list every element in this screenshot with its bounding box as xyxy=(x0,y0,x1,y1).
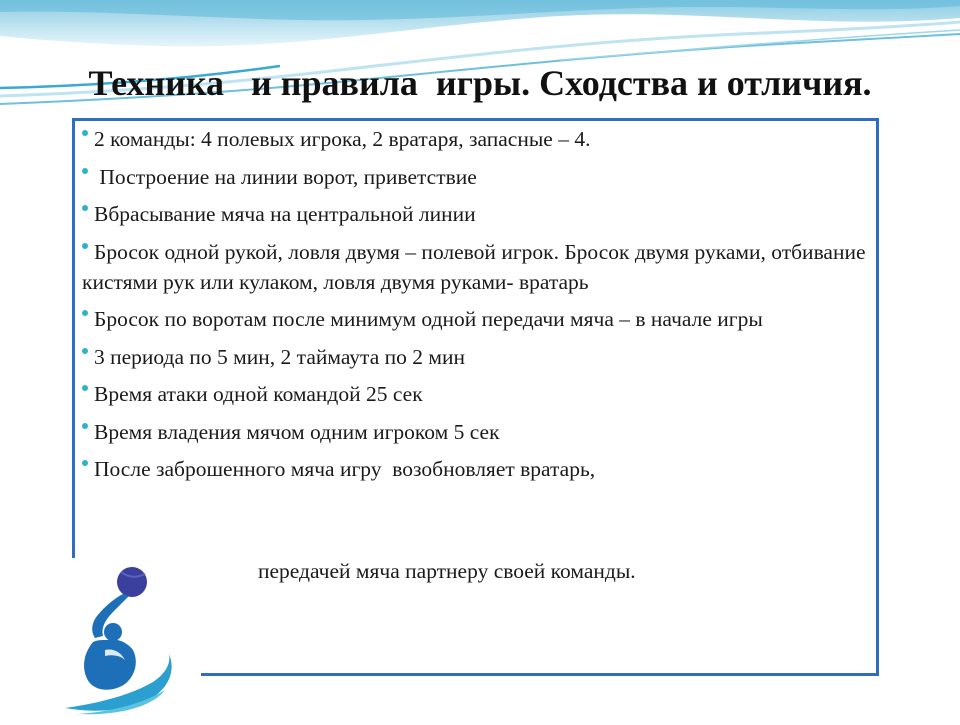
bullet-text: После заброшенного мяча игру возобновляет вратарь, xyxy=(94,457,596,481)
slide-title: Техника и правила игры. Сходства и отличия. xyxy=(88,63,872,103)
bullet-dot-icon xyxy=(82,348,88,354)
bullet-text: 3 периода по 5 мин, 2 таймаута по 2 мин xyxy=(94,344,465,369)
list-item xyxy=(82,417,872,447)
list-item xyxy=(82,199,872,229)
bullet-text: Вбрасывание мяча на центральной линии xyxy=(94,202,476,226)
bullet-text: Время атаки одной командой 25 сек xyxy=(94,382,423,406)
bullet-dot-icon xyxy=(82,310,88,316)
list-item xyxy=(82,304,872,334)
bullet-list xyxy=(82,124,872,492)
bullet-text: Время владения мячом одним игроком 5 сек xyxy=(94,419,500,444)
bullet-text: 2 команды: 4 полевых игрока, 2 вратаря, запасные – 4. xyxy=(94,127,591,151)
bullet-dot-icon xyxy=(82,243,88,249)
bullet-dot-icon xyxy=(82,385,88,391)
bullet-dot-icon xyxy=(82,205,88,211)
logo-backdrop xyxy=(25,558,201,720)
list-item xyxy=(82,454,872,484)
bullet-dot-icon xyxy=(82,130,88,136)
list-item xyxy=(82,124,872,154)
bullet-text: Построение на линии ворот, приветствие xyxy=(94,164,477,189)
bullet-continuation: передачей мяча партнеру своей команды. xyxy=(258,559,636,583)
list-item xyxy=(82,237,872,297)
bullet-dot-icon xyxy=(82,460,88,466)
bullet-text: Бросок по воротам после минимум одной передачи мяча – в начале игры xyxy=(94,307,763,331)
bullet-dot-icon xyxy=(82,168,88,174)
water-polo-player-icon xyxy=(25,558,201,720)
list-item xyxy=(82,342,872,372)
list-item xyxy=(82,379,872,409)
bullet-dot-icon xyxy=(82,423,88,429)
bullet-text: Бросок одной рукой, ловля двумя – полевой игрок. Бросок двумя руками, отбивание кистями рук или кулаком, ловля двумя руками- вратарь xyxy=(82,239,866,294)
list-item xyxy=(82,162,872,192)
